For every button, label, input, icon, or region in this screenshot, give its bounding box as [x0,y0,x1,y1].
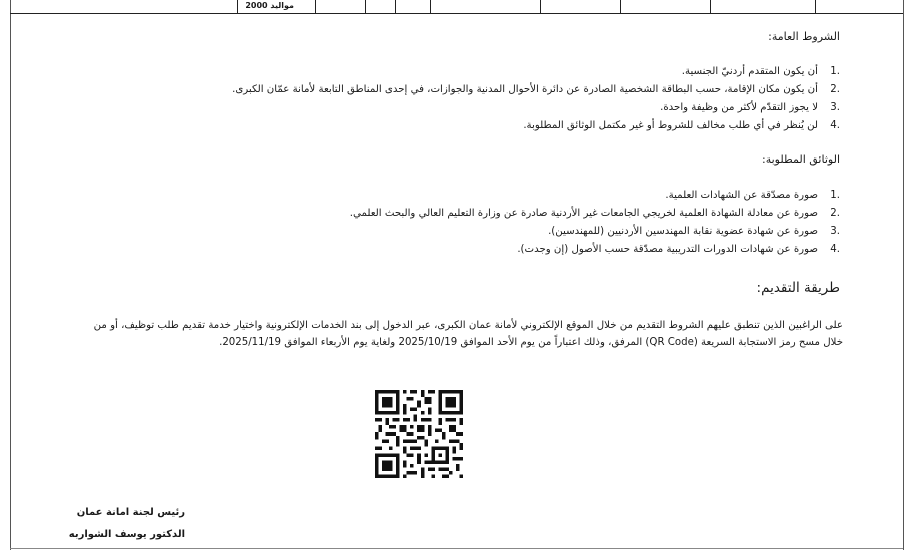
list-item-text: صورة مصدّقة عن الشهادات العلمية. [665,190,818,201]
application-method-paragraph: على الراغبين الذين تنطبق عليهم الشروط التقديم من خلال الموقع الإلكتروني لأمانة عمان الكبرى، عبر الدخول إلى بند الخدمات الإلكترونية واختيار خدمة تقديم طلب توظيف، أو من خلال مسح رمز الاستجابة السريعة (QR Code) المرفق، وذلك اعتباراً من يوم الأحد الموافق 2025/10/19 ولغاية يوم الأربعاء الموافق 2025/11/19. [93,320,843,348]
list-item-text: صورة عن شهادات الدورات التدريبية مصدّقة حسب الأصول (إن وجدت). [517,244,818,255]
list-number: .3 [830,102,840,113]
table-divider [710,0,711,13]
list-item [660,102,840,113]
qr-code-icon[interactable] [375,390,463,478]
list-item [548,226,840,237]
list-item-text: لن يُنظر في أي طلب مخالف للشروط أو غير مكتمل الوثائق المطلوبة. [523,120,818,131]
table-divider [237,0,238,13]
list-item-text: أن يكون المتقدم أردنيّ الجنسية. [681,66,818,77]
page-border-left [10,0,11,550]
page-bottom-edge [10,548,903,549]
list-number: .2 [830,84,840,95]
top-table-fragment [10,0,903,14]
list-item-text: لا يجوز التقدّم لأكثر من وظيفة واحدة. [660,102,818,113]
table-divider [815,0,816,13]
table-divider [315,0,316,13]
table-cell-text: مواليد 2000 [245,1,294,10]
list-item [665,190,840,201]
table-divider [620,0,621,13]
list-number: .4 [830,244,840,255]
list-number: .3 [830,226,840,237]
required-documents-heading: الوثائق المطلوبة: [761,153,840,166]
list-number: .1 [830,190,840,201]
list-item [682,66,840,77]
list-item [350,208,840,219]
list-item-text: أن يكون مكان الإقامة، حسب البطاقة الشخصية الصادرة عن دائرة الأحوال المدنية والجوازات، في إحدى المناطق التابعة لأمانة عمّان الكبرى. [232,84,818,95]
table-divider [540,0,541,13]
list-item [523,120,840,131]
list-item-text: صورة عن معادلة الشهادة العلمية لخريجي الجامعات غير الأردنية صادرة عن وزارة التعليم العالي والبحث العلمي. [349,208,818,219]
signature-title: رئيس لجنة امانة عمان [76,507,185,518]
list-item [232,84,840,95]
list-item-text: صورة عن شهادة عضوية نقابة المهندسين الأردنيين (للمهندسين). [548,226,818,237]
list-number: .2 [830,208,840,219]
list-number: .4 [830,120,840,131]
application-method-heading: طريقة التقديم: [756,280,840,296]
signature-name: الدكتور يوسف الشواربه [68,529,185,540]
page-border-right [903,0,904,550]
table-divider [395,0,396,13]
list-number: .1 [830,66,840,77]
table-divider [365,0,366,13]
table-divider [430,0,431,13]
list-item [517,244,840,255]
general-conditions-heading: الشروط العامة: [768,30,840,43]
